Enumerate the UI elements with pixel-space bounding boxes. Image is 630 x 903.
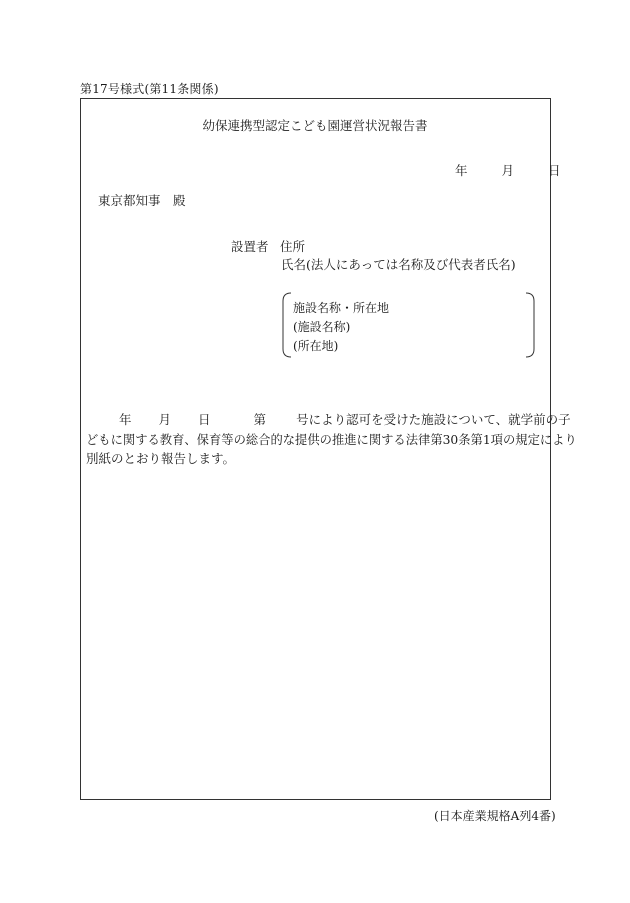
- date-year-label: 年: [455, 163, 468, 178]
- date-month-label: 月: [501, 163, 514, 178]
- report-date: [455, 161, 560, 179]
- body-month-label: 月: [158, 412, 172, 427]
- body-day-label: 日: [198, 412, 211, 427]
- facility-line-location: (所在地): [293, 339, 339, 353]
- body-line-3: 別紙のとおり報告します。: [86, 451, 236, 466]
- address-label: 住所: [280, 239, 306, 254]
- body-line-2: どもに関する教育、保育等の総合的な提供の推進に関する法律第30条第1項の規定により: [86, 433, 577, 447]
- body-line-1: [86, 410, 571, 428]
- applicant-address-row: [231, 237, 306, 255]
- facility-line-name-location: 施設名称・所在地: [293, 301, 390, 315]
- body-number-prefix: 第: [253, 412, 267, 427]
- addressee: 東京都知事 殿: [98, 193, 186, 208]
- applicant-label: 設置者: [231, 239, 269, 254]
- date-day-label: 日: [547, 163, 561, 178]
- document-title: 幼保連携型認定こども園運営状況報告書: [202, 118, 428, 133]
- body-line-1-text: 号により認可を受けた施設について、就学前の子: [296, 412, 571, 427]
- applicant-name-label: 氏名(法人にあっては名称及び代表者氏名): [281, 257, 516, 272]
- body-year-label: 年: [119, 412, 132, 427]
- facility-line-name: (施設名称): [293, 320, 351, 334]
- form-number: 第17号様式(第11条関係): [80, 82, 219, 96]
- paper-size-note: (日本産業規格A列4番): [434, 809, 556, 823]
